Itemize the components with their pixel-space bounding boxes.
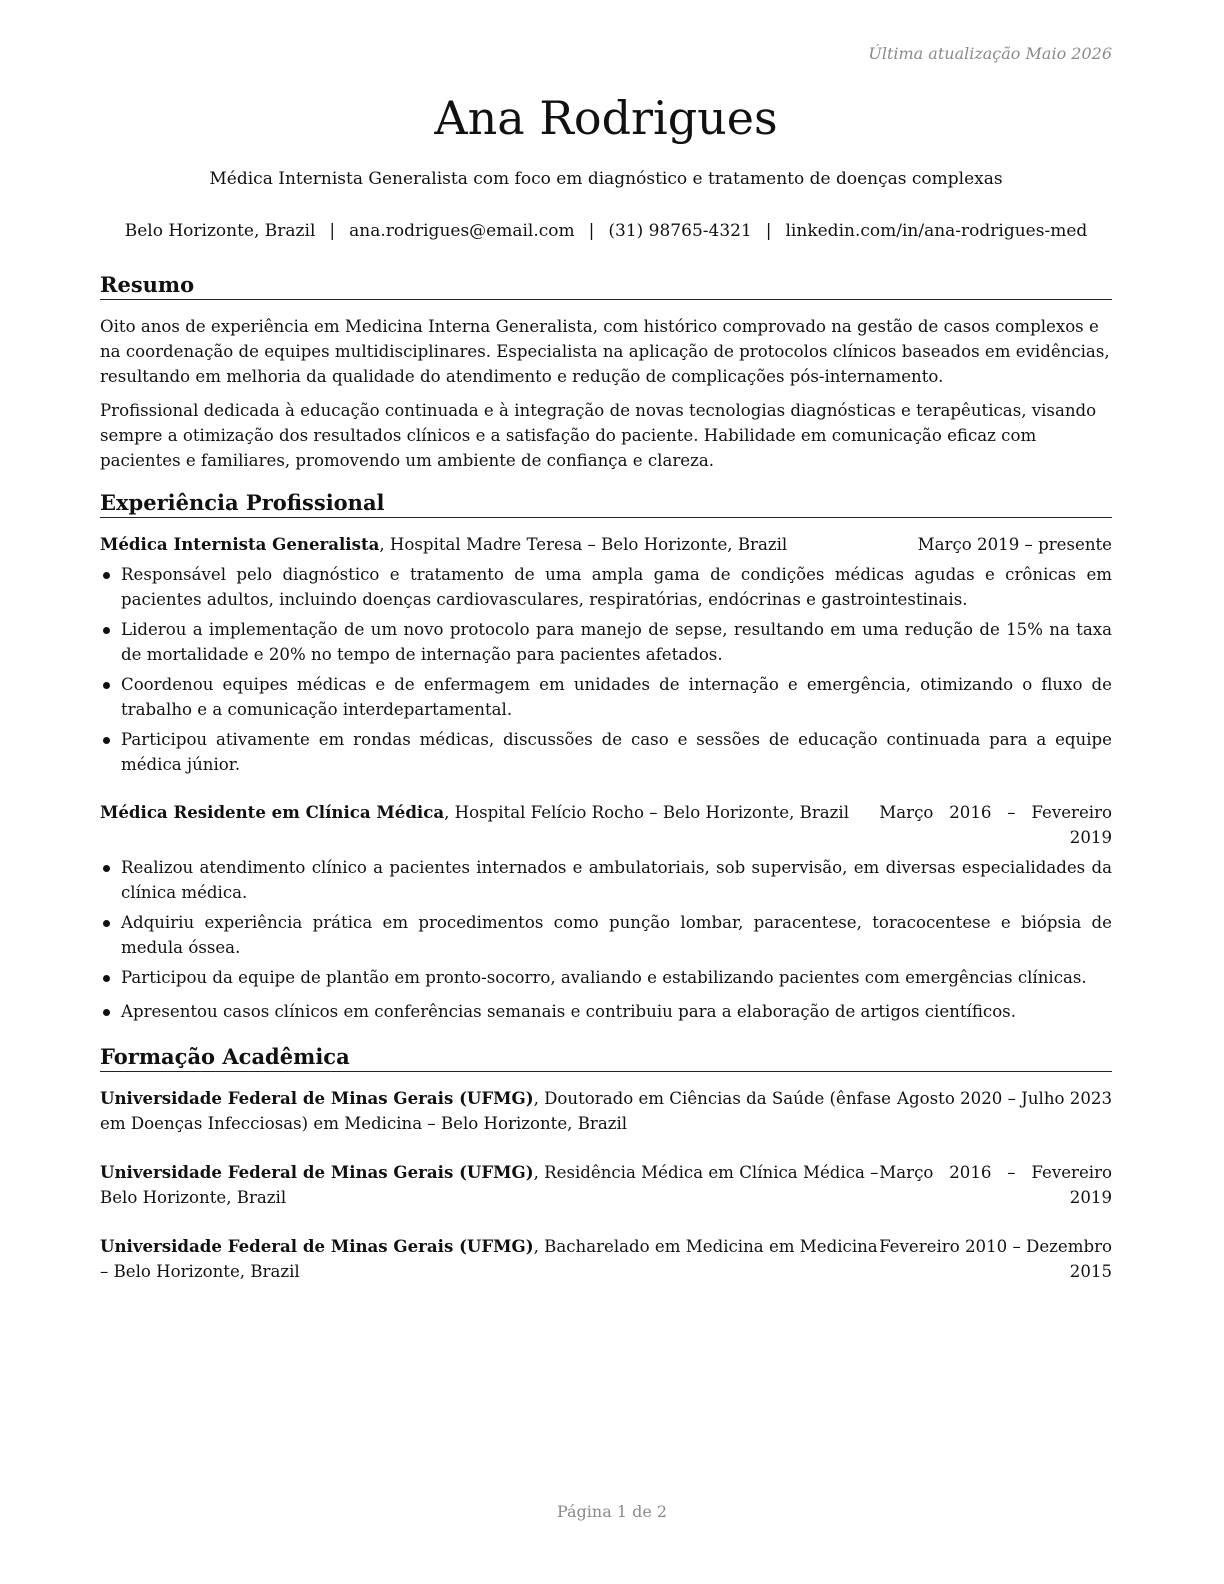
summary-paragraph: Profissional dedicada à educação continuada e à integração de novas tecnologias diagnósticas e terapêuticas, visando sempre a otimização dos resultados clínicos e a satisfação do paciente. Habilidade em comunicação eficaz com pacientes e familiares, promovendo um ambiente de confiança e clareza. [100, 401, 1097, 470]
contact-linkedin[interactable]: linkedin.com/in/ana-rodrigues-med [785, 221, 1088, 241]
education-entry [100, 1086, 1112, 1136]
list-item: Liderou a implementação de um novo protocolo para manejo de sepse, resultando em uma redução de 15% na taxa de mortalidade e 20% no tempo de internação para pacientes afetados. [100, 617, 1112, 667]
job-role: Médica Internista Generalista [100, 534, 380, 554]
candidate-name: Ana Rodrigues [434, 91, 778, 145]
contact-separator: | [329, 221, 336, 241]
bullet-icon [103, 627, 110, 634]
summary-heading: Resumo [100, 271, 1112, 300]
tagline: Médica Internista Generalista com foco em diagnóstico e tratamento de doenças complexas [209, 169, 1003, 189]
bullet-icon [103, 572, 110, 579]
list-item: Apresentou casos clínicos em conferências semanais e contribuiu para a elaboração de artigos científicos. [100, 999, 1112, 1024]
summary-paragraph: Oito anos de experiência em Medicina Interna Generalista, com histórico comprovado na gestão de casos complexos e na coordenação de equipes multidisciplinares. Especialista na aplicação de protocolos clínicos baseados em evidências, resultando em melhoria da qualidade do atendimento e redução de complicações pós-internamento. [100, 317, 1110, 386]
education-entry [100, 1160, 1112, 1210]
degree: , Bacharelado em Medicina em Medicina [533, 1237, 878, 1256]
bullet-icon [103, 865, 110, 872]
job-header [100, 800, 1112, 850]
bullet-icon [103, 737, 110, 744]
degree-continued: – Belo Horizonte, Brazil [100, 1262, 300, 1281]
school-name: Universidade Federal de Minas Gerais (UFMG) [100, 1088, 534, 1108]
list-item: Participou ativamente em rondas médicas, discussões de caso e sessões de educação continuada para a equipe médica júnior. [100, 727, 1112, 777]
contact-separator: | [765, 221, 772, 241]
page-number: Página 1 de 2 [556, 1502, 668, 1521]
list-item: Responsável pelo diagnóstico e tratamento de uma ampla gama de condições médicas agudas e crônicas em pacientes adultos, incluindo doenças cardiovasculares, respiratórias, endócrinas e gastrointestinais. [100, 562, 1112, 612]
list-item: Adquiriu experiência prática em procedimentos como punção lombar, paracentese, toracocentese e biópsia de medula óssea. [100, 910, 1112, 960]
job-dates: Março 2016 – Fevereiro 2019 [879, 803, 1112, 847]
job-place: , Hospital Madre Teresa – Belo Horizonte, Brazil [379, 535, 788, 554]
education-dates: Agosto 2020 – Julho 2023 [897, 1089, 1112, 1108]
list-item: Realizou atendimento clínico a pacientes internados e ambulatoriais, sob supervisão, em diversas especialidades da clínica médica. [100, 855, 1112, 905]
bullet-icon [103, 975, 110, 982]
degree: , Residência Médica em Clínica Médica – [533, 1163, 879, 1182]
contact-line [100, 219, 1112, 243]
education-dates: Março 2016 – Fevereiro 2019 [879, 1163, 1112, 1207]
school-name: Universidade Federal de Minas Gerais (UFMG) [100, 1162, 534, 1182]
contact-email[interactable]: ana.rodrigues@email.com [349, 221, 575, 241]
degree-continued: Belo Horizonte, Brazil [100, 1188, 287, 1207]
list-item: Participou da equipe de plantão em pronto-socorro, avaliando e estabilizando pacientes com emergências clínicas. [100, 965, 1112, 990]
job-place: , Hospital Felício Rocho – Belo Horizonte, Brazil [444, 803, 850, 822]
job-bullets [100, 562, 1112, 777]
experience-heading: Experiência Profissional [100, 489, 1112, 518]
last-updated-note: Última atualização Maio 2026 [868, 44, 1112, 63]
bullet-icon [103, 920, 110, 927]
education-dates: Fevereiro 2010 – Dezembro 2015 [879, 1237, 1112, 1281]
list-item: Coordenou equipes médicas e de enfermagem em unidades de internação e emergência, otimizando o fluxo de trabalho e a comunicação interdepartamental. [100, 672, 1112, 722]
contact-separator: | [588, 221, 595, 241]
education-heading: Formação Acadêmica [100, 1043, 1112, 1072]
job-role: Médica Residente em Clínica Médica [100, 802, 445, 822]
bullet-icon [103, 1009, 110, 1016]
job-bullets [100, 855, 1112, 1024]
contact-phone: (31) 98765-4321 [608, 221, 752, 241]
degree-continued: em Doenças Infecciosas) em Medicina – Belo Horizonte, Brazil [100, 1114, 628, 1133]
job-dates: Março 2019 – presente [917, 535, 1112, 554]
education-entry [100, 1234, 1112, 1284]
contact-location: Belo Horizonte, Brazil [124, 221, 316, 241]
bullet-icon [103, 682, 110, 689]
degree: , Doutorado em Ciências da Saúde (ênfase [533, 1089, 891, 1108]
school-name: Universidade Federal de Minas Gerais (UFMG) [100, 1236, 534, 1256]
